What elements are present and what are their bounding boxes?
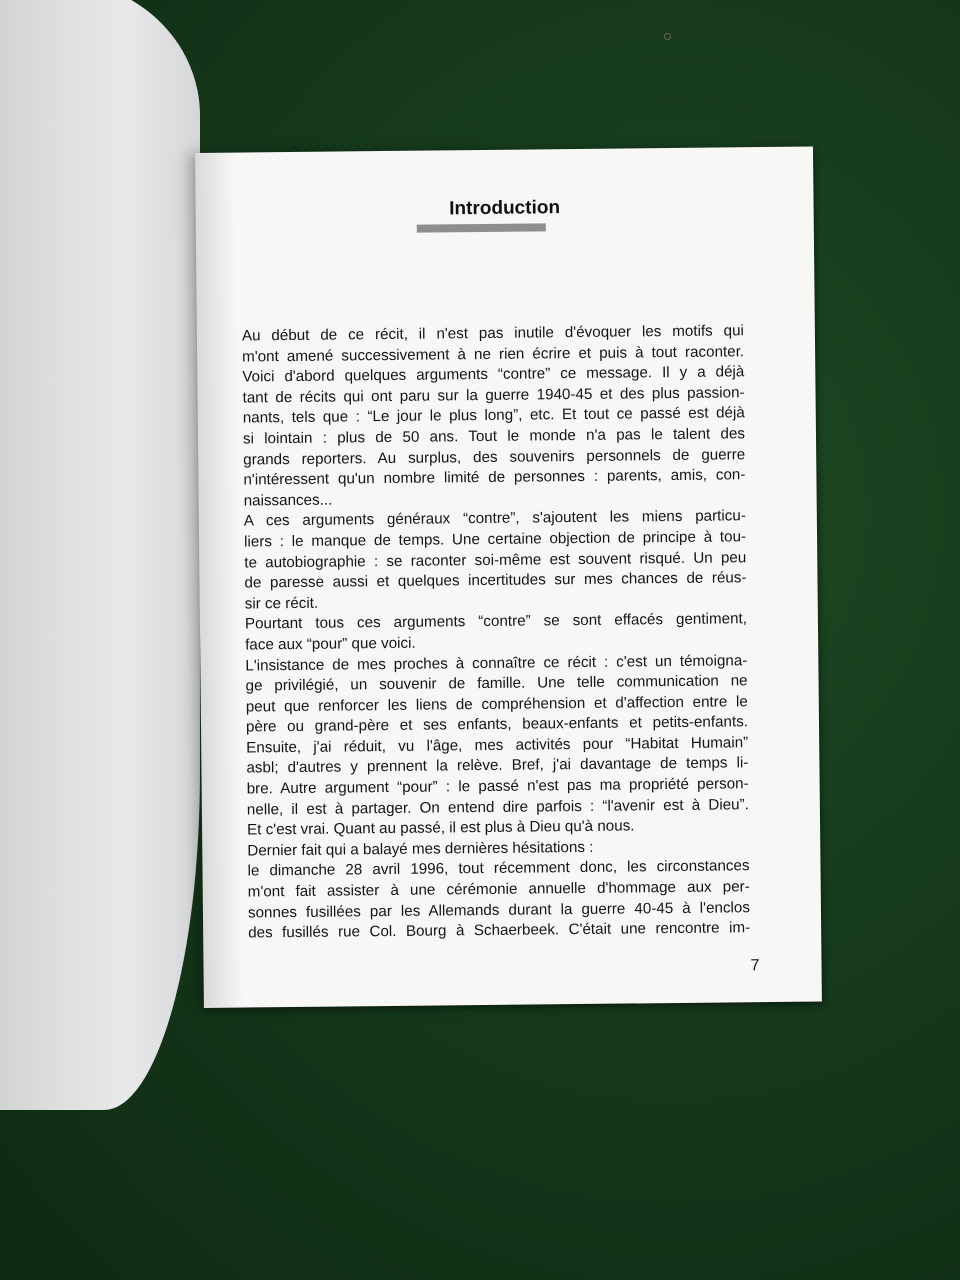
text-line: des fusillés rue Col. Bourg à Schaerbeek. C'était une rencontre im- — [248, 919, 751, 942]
text-line: naissances... — [243, 491, 333, 510]
text-line: Pourtant tous ces arguments “contre” se sont effacés gentiment, — [244, 610, 747, 633]
text-line: asbl; d'autres y prennent la relève. Bref, j'ai davantage de temps li- — [246, 754, 749, 777]
page-title: Introduction — [449, 197, 561, 220]
text-line: Et c'est vrai. Quant au passé, il est plus à Dieu qu'à nous. — [247, 817, 635, 839]
text-line: liers : le manque de temps. Une certaine objection de principe à tou- — [243, 528, 747, 551]
text-line: sonnes fusillées par les Allemands durant la guerre 40-45 à l'enclos — [247, 898, 751, 922]
text-line: grands reporters. Au surplus, des souvenirs personnels de guerre — [243, 445, 746, 469]
text-line: nants, tels que : “Le jour le plus long”, etc. Et tout ce passé est déjà — [242, 404, 745, 427]
text-line: m'ont fait assister à une cérémonie annuelle d'hommage aux per- — [247, 878, 750, 901]
book-page — [195, 147, 822, 1008]
text-line: Voici d'abord quelques arguments “contre” ce message. Il y a déjà — [242, 363, 745, 386]
text-line: bre. Autre argument “pour” : le passé n'est pas ma propriété person- — [246, 775, 749, 798]
title-underline-bar — [417, 223, 546, 232]
body-text — [242, 321, 750, 944]
text-line: ge privilégié, un souvenir de famille. Une telle communication ne — [245, 672, 748, 695]
text-line: L'insistance de mes proches à connaître ce récit : c'est un témoigna- — [245, 651, 748, 675]
text-line: tant de récits qui ont paru sur la guerre 1940-45 et des plus passion- — [242, 384, 745, 407]
text-line: nelle, il est à partager. On entend dire parfois : “l'avenir est à Dieu”. — [246, 795, 749, 819]
text-line: A ces arguments généraux “contre”, s'ajoutent les miens particu- — [243, 507, 746, 530]
left-page-edge — [0, 0, 200, 1110]
text-line: père ou grand-père et ses enfants, beaux-enfants et petits-enfants. — [245, 713, 749, 736]
text-line: face aux “pour” que voici. — [245, 634, 416, 654]
page-number: 7 — [750, 957, 760, 975]
text-line: le dimanche 28 avril 1996, tout récemment donc, les circonstances — [247, 857, 750, 880]
background-speck — [664, 33, 671, 40]
text-line: te autobiographie : se raconter soi-même est souvent risqué. Un peu — [244, 548, 747, 572]
text-line: de paresse aussi et quelques incertitudes sur mes chances de réus- — [244, 569, 747, 592]
text-line: si lointain : plus de 50 ans. Tout le monde n'a pas le talent des — [242, 425, 746, 448]
text-line: m'ont amené successivement à ne rien écrire et puis à tout raconter. — [242, 342, 745, 366]
text-line: peut que renforcer les liens de compréhension et d'affection entre le — [245, 692, 748, 716]
text-line: n'intéressent qu'un nombre limité de personnes : parents, amis, con- — [243, 466, 746, 489]
text-line: Au début de ce récit, il n'est pas inutile d'évoquer les motifs qui — [241, 322, 744, 345]
text-line: Dernier fait qui a balayé mes dernières hésitations : — [247, 838, 594, 860]
text-line: sir ce récit. — [244, 594, 319, 613]
text-line: Ensuite, j'ai réduit, vu l'âge, mes activités pour “Habitat Humain” — [246, 734, 749, 757]
